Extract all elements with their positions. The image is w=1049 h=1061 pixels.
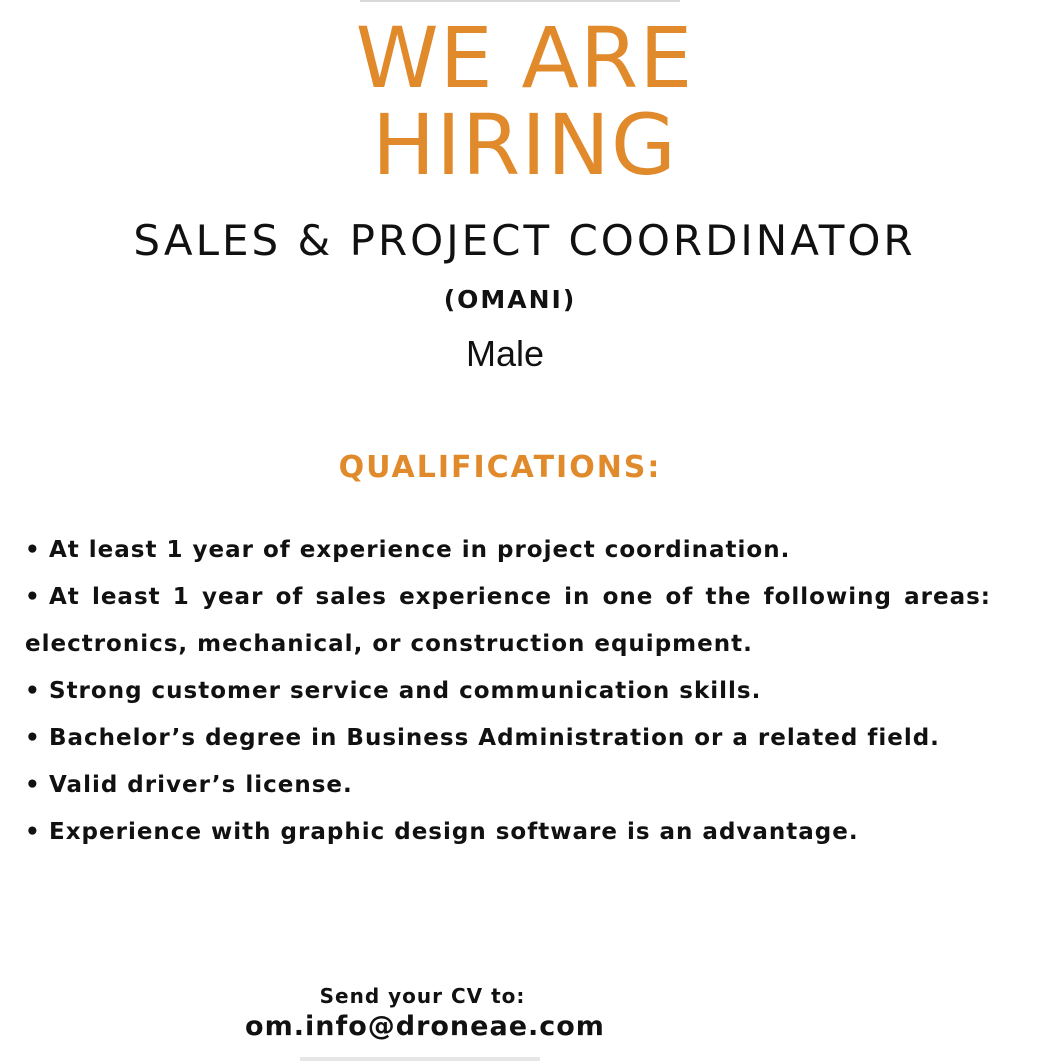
bottom-divider bbox=[300, 1057, 540, 1061]
headline-line-2: HIRING bbox=[371, 96, 677, 194]
bullet-icon: • bbox=[25, 537, 41, 563]
job-title: SALES & PROJECT COORDINATOR bbox=[133, 216, 916, 265]
qualification-item bbox=[25, 809, 991, 856]
qualification-item bbox=[25, 527, 991, 574]
qualification-text: Experience with graphic design software is an advantage. bbox=[49, 819, 859, 845]
qualification-text: At least 1 year of experience in project coordination. bbox=[49, 537, 791, 563]
headline-line-1: WE ARE bbox=[355, 9, 694, 107]
job-nationality: (OMANI) bbox=[443, 285, 577, 314]
bullet-icon: • bbox=[25, 725, 41, 751]
bullet-icon: • bbox=[25, 819, 41, 845]
qualification-text: Bachelor’s degree in Business Administration or a related field. bbox=[49, 725, 940, 751]
qualification-item bbox=[25, 574, 991, 668]
qualification-item bbox=[25, 668, 991, 715]
qualification-item bbox=[25, 762, 991, 809]
bullet-icon: • bbox=[25, 678, 41, 704]
qualification-text: Strong customer service and communication skills. bbox=[49, 678, 762, 704]
qualification-text: Valid driver’s license. bbox=[49, 772, 353, 798]
top-divider bbox=[360, 0, 680, 2]
contact-email: om.info@droneae.com bbox=[245, 1011, 605, 1042]
qualification-item bbox=[25, 715, 991, 762]
qualification-text: At least 1 year of sales experience in one of the following areas: electronics, mechanical, or construction equipment. bbox=[25, 584, 991, 657]
bullet-icon: • bbox=[25, 772, 41, 798]
job-gender: Male bbox=[465, 333, 545, 374]
bullet-icon: • bbox=[25, 584, 41, 610]
qualifications-heading: QUALIFICATIONS: bbox=[338, 450, 662, 485]
send-cv-label: Send your CV to: bbox=[319, 984, 526, 1008]
qualifications-list bbox=[25, 527, 991, 856]
